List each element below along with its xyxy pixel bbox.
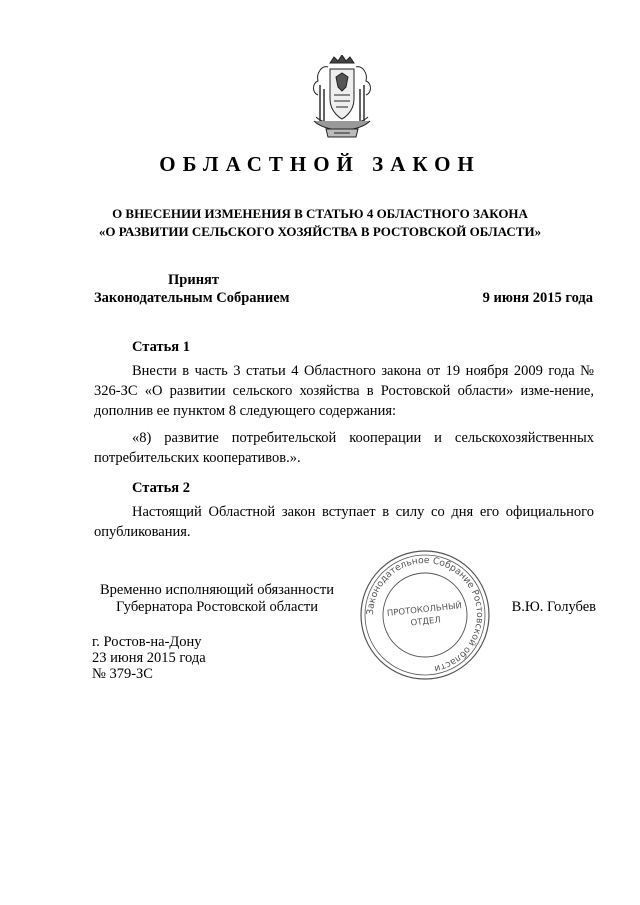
- stamp-outer-text: Законодательное Собрание Ростовской области: [364, 554, 486, 675]
- law-title: ОБЛАСТНОЙ ЗАКОН: [159, 152, 481, 176]
- accepted-label: Принят: [168, 272, 220, 288]
- accepted-date: 9 июня 2015 года: [482, 290, 593, 306]
- official-stamp: [358, 548, 492, 682]
- stamp-inner-line-1: ПРОТОКОЛЬНЫЙ: [386, 601, 463, 619]
- document-footer: [92, 634, 206, 682]
- signatory-position-line-1: Временно исполняющий обязанности: [100, 582, 334, 598]
- footer-date: 23 июня 2015 года: [92, 650, 206, 666]
- article-1-heading: Статья 1: [132, 339, 190, 355]
- accepted-by: Законодательным Собранием: [94, 290, 290, 306]
- footer-number: № 379-ЗС: [92, 666, 153, 682]
- footer-city: г. Ростов-на-Дону: [92, 634, 202, 650]
- article-2-heading: Статья 2: [132, 480, 190, 496]
- law-subtitle-line-1: О ВНЕСЕНИИ ИЗМЕНЕНИЯ В СТАТЬЮ 4 ОБЛАСТНОГО ЗАКОНА: [112, 206, 528, 221]
- signatory-position-line-2: Губернатора Ростовской области: [115, 599, 319, 615]
- coat-of-arms-emblem: [306, 55, 378, 139]
- stamp-inner-line-2: ОТДЕЛ: [410, 615, 442, 629]
- signatory-name: В.Ю. Голубев: [511, 599, 596, 615]
- article-1-paragraph-1: Внести в часть 3 статьи 4 Областного закона от 19 ноября 2009 года № 326-ЗС «О развитии сельского хозяйства в Ростовской области» изме-нение, дополнив ее пунктом 8 следующего содержания:: [94, 363, 594, 419]
- article-1-paragraph-2: «8) развитие потребительской кооперации и сельскохозяйственных потребительских кооперативов.».: [94, 430, 594, 466]
- law-subtitle-line-2: «О РАЗВИТИИ СЕЛЬСКОГО ХОЗЯЙСТВА В РОСТОВСКОЙ ОБЛАСТИ»: [98, 224, 542, 239]
- article-2-paragraph-1: Настоящий Областной закон вступает в силу со дня его официального опубликования.: [94, 504, 594, 540]
